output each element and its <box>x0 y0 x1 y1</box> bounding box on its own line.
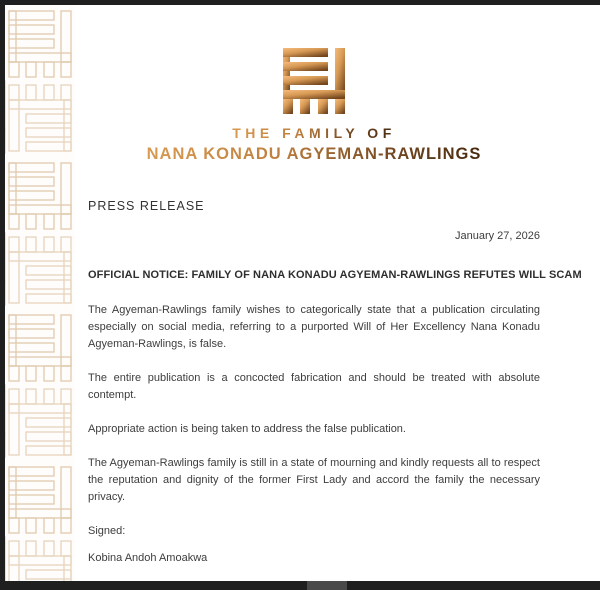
paragraph-2: The entire publication is a concocted fabrication and should be treated with absolute contempt. <box>88 372 540 401</box>
press-release-label: PRESS RELEASE <box>88 199 205 213</box>
document-date: January 27, 2026 <box>454 230 540 242</box>
meander-pattern-icon <box>5 5 75 581</box>
org-line-1 <box>88 125 540 143</box>
org-line-2-text: NANA KONADU AGYEMAN-RAWLINGS <box>146 145 482 163</box>
org-line-1-text: THE FAMILY OF <box>232 125 396 141</box>
adinkra-pattern-border <box>5 5 75 581</box>
signatory-name: Kobina Andoh Amoakwa <box>88 552 208 564</box>
paragraph-3: Appropriate action is being taken to address the false publication. <box>88 423 406 435</box>
signed-label: Signed: <box>88 525 126 537</box>
document-body <box>88 5 582 564</box>
family-monogram-logo-icon <box>283 48 345 114</box>
frame-bottom-bar <box>0 581 600 590</box>
paragraph-4: The Agyeman-Rawlings family is still in a state of mourning and kindly requests all to respect the reputation and dignity of the former First Lady and accord the family the necessary privacy. <box>88 457 540 503</box>
bottom-scrollbar-thumb[interactable] <box>307 581 347 590</box>
document-title: OFFICIAL NOTICE: FAMILY OF NANA KONADU AGYEMAN-RAWLINGS REFUTES WILL SCAM <box>88 269 582 281</box>
org-line-2 <box>88 145 540 164</box>
paragraph-1: The Agyeman-Rawlings family wishes to categorically state that a publication circulating especially on social media, referring to a purported Will of Her Excellency Nana Konadu Agyeman-Rawlings, is false. <box>88 304 540 350</box>
